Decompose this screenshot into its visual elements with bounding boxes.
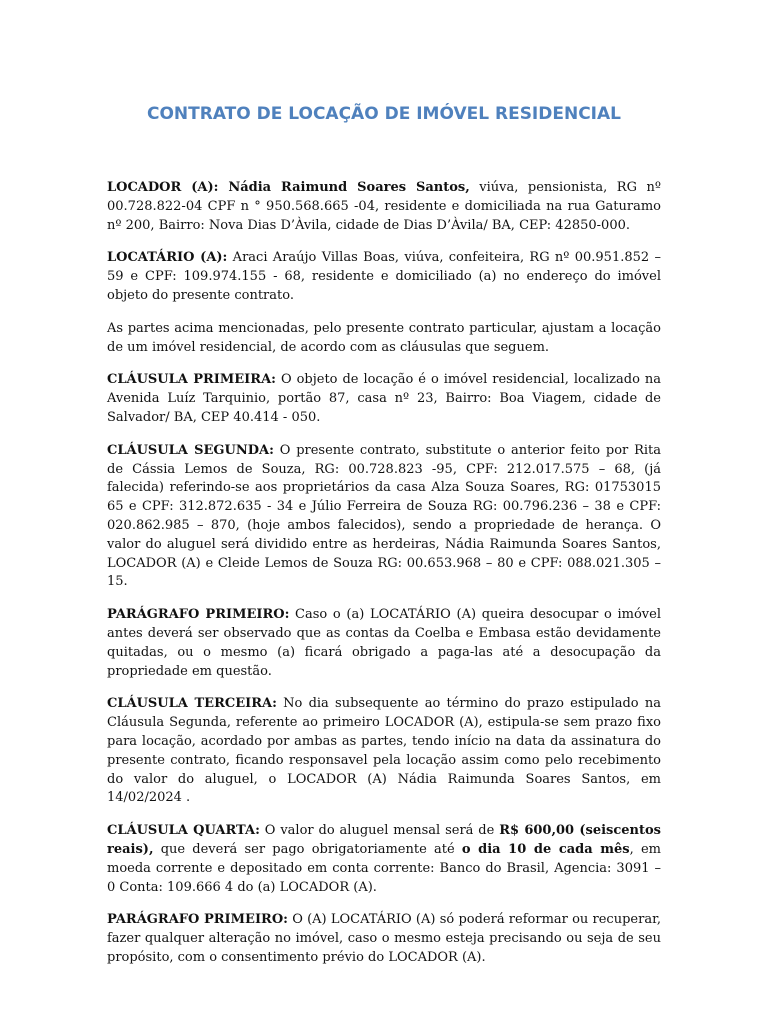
- paragraph-text: Araci Araújo Villas Boas, viúva, confeiteira, RG nº 00.951.852 – 59 e CPF: 109.974.155 - 68, residente e domiciliado (a) no endereço do imóvel objeto do presente contrato.: [107, 250, 661, 303]
- paragraph-label: PARÁGRAFO PRIMEIRO:: [107, 912, 288, 928]
- paragraph-text: O presente contrato, substitute o anterior feito por Rita de Cássia Lemos de Souza, RG: 00.728.823 -95, CPF: 212.017.575 – 68, (já falecida) referindo-se aos proprietários da casa Alza Souza Soares, RG: 01753015 65 e CPF: 312.872.635 - 34 e Júlio Ferreira de Souza RG: 00.796.236 – 38 e CPF: 020.862.985 – 870, (hoje ambos falecidos), sendo a propriedade de herança. O valor do aluguel será dividido entre as herdeiras, Nádia Raimunda Soares Santos, LOCADOR (A) e Cleide Lemos de Souza RG: 00.653.968 – 80 e CPF: 088.021.305 – 15.: [107, 442, 661, 590]
- rent-amount: R$ 600,00 (seiscentos reais),: [107, 823, 661, 857]
- paragraph-text: , em moeda corrente e depositado em conta corrente: Banco do Brasil, Agencia: 3091 – 0 Conta: 109.666 4 do (a) LOCADOR (A).: [107, 841, 661, 895]
- locatario-paragraph: [107, 249, 661, 305]
- locador-paragraph: [107, 179, 661, 235]
- paragraph-text: O (A) LOCATÁRIO (A) só poderá reformar ou recuperar, fazer qualquer alteração no imóvel, caso o mesmo esteja precisando ou seja de seu propósito, com o consentimento prévio do LOCADOR (A).: [107, 912, 661, 965]
- paragraph-text: No dia subsequente ao término do prazo estipulado na Cláusula Segunda, referente ao primeiro LOCADOR (A), estipula-se sem prazo fixo para locação, acordado por ambas as partes, tendo início na data da assinatura do presente contrato, ficando responsavel pela locação assim como pelo recebimento do valor do aluguel, o LOCADOR (A) Nádia Raimunda Soares Santos, em 14/02/2024 .: [107, 696, 661, 806]
- paragraph-text: O objeto de locação é o imóvel residencial, localizado na Avenida Luíz Tarquinio, portão 87, casa nº 23, Bairro: Boa Viagem, cidade de Salvador/ BA, CEP 40.414 - 050.: [107, 372, 661, 425]
- paragraph-label: LOCADOR (A): Nádia Raimund Soares Santos,: [107, 180, 470, 195]
- paragraph-label: PARÁGRAFO PRIMEIRO:: [107, 607, 290, 623]
- clause-fourth: [107, 822, 661, 897]
- paragraph-first-final: [107, 911, 661, 967]
- paragraph-label: CLÁUSULA QUARTA:: [107, 823, 260, 839]
- paragraph-text: O valor do aluguel mensal será de: [259, 823, 500, 839]
- paragraph-text: viúva, pensionista, RG nº 00.728.822-04 CPF n ° 950.568.665 -04, residente e domiciliada na rua Gaturamo nº 200, Bairro: Nova Dias D’Àvila, cidade de Dias D’Àvila/ BA, CEP: 42850-000.: [107, 180, 661, 233]
- paragraph-text: Caso o (a) LOCATÁRIO (A) queira desocupar o imóvel antes deverá ser observado que as contas da Coelba e Embasa estão devidamente quitadas, ou o mesmo (a) ficará obrigado a paga-las até a desocupação da propriedade em questão.: [107, 607, 661, 679]
- paragraph-text: As partes acima mencionadas, pelo presente contrato particular, ajustam a locação de um imóvel residencial, de acordo com as cláusulas que seguem.: [107, 320, 661, 355]
- paragraph-label: CLÁUSULA SEGUNDA:: [107, 442, 274, 458]
- paragraph-label: CLÁUSULA TERCEIRA:: [107, 696, 277, 712]
- clause-third: [107, 695, 661, 808]
- due-date: o dia 10 de cada mês: [461, 841, 630, 857]
- parties-paragraph: [107, 320, 661, 358]
- document-title: CONTRATO DE LOCAÇÃO DE IMÓVEL RESIDENCIAL: [146, 104, 622, 124]
- clause-first: [107, 371, 661, 427]
- clause-second: [107, 442, 661, 592]
- paragraph-label: LOCATÁRIO (A):: [107, 250, 228, 266]
- paragraph-label: CLÁUSULA PRIMEIRA:: [107, 372, 276, 388]
- paragraph-text: que deverá ser pago obrigatoriamente até: [153, 841, 462, 857]
- paragraph-first: [107, 606, 661, 681]
